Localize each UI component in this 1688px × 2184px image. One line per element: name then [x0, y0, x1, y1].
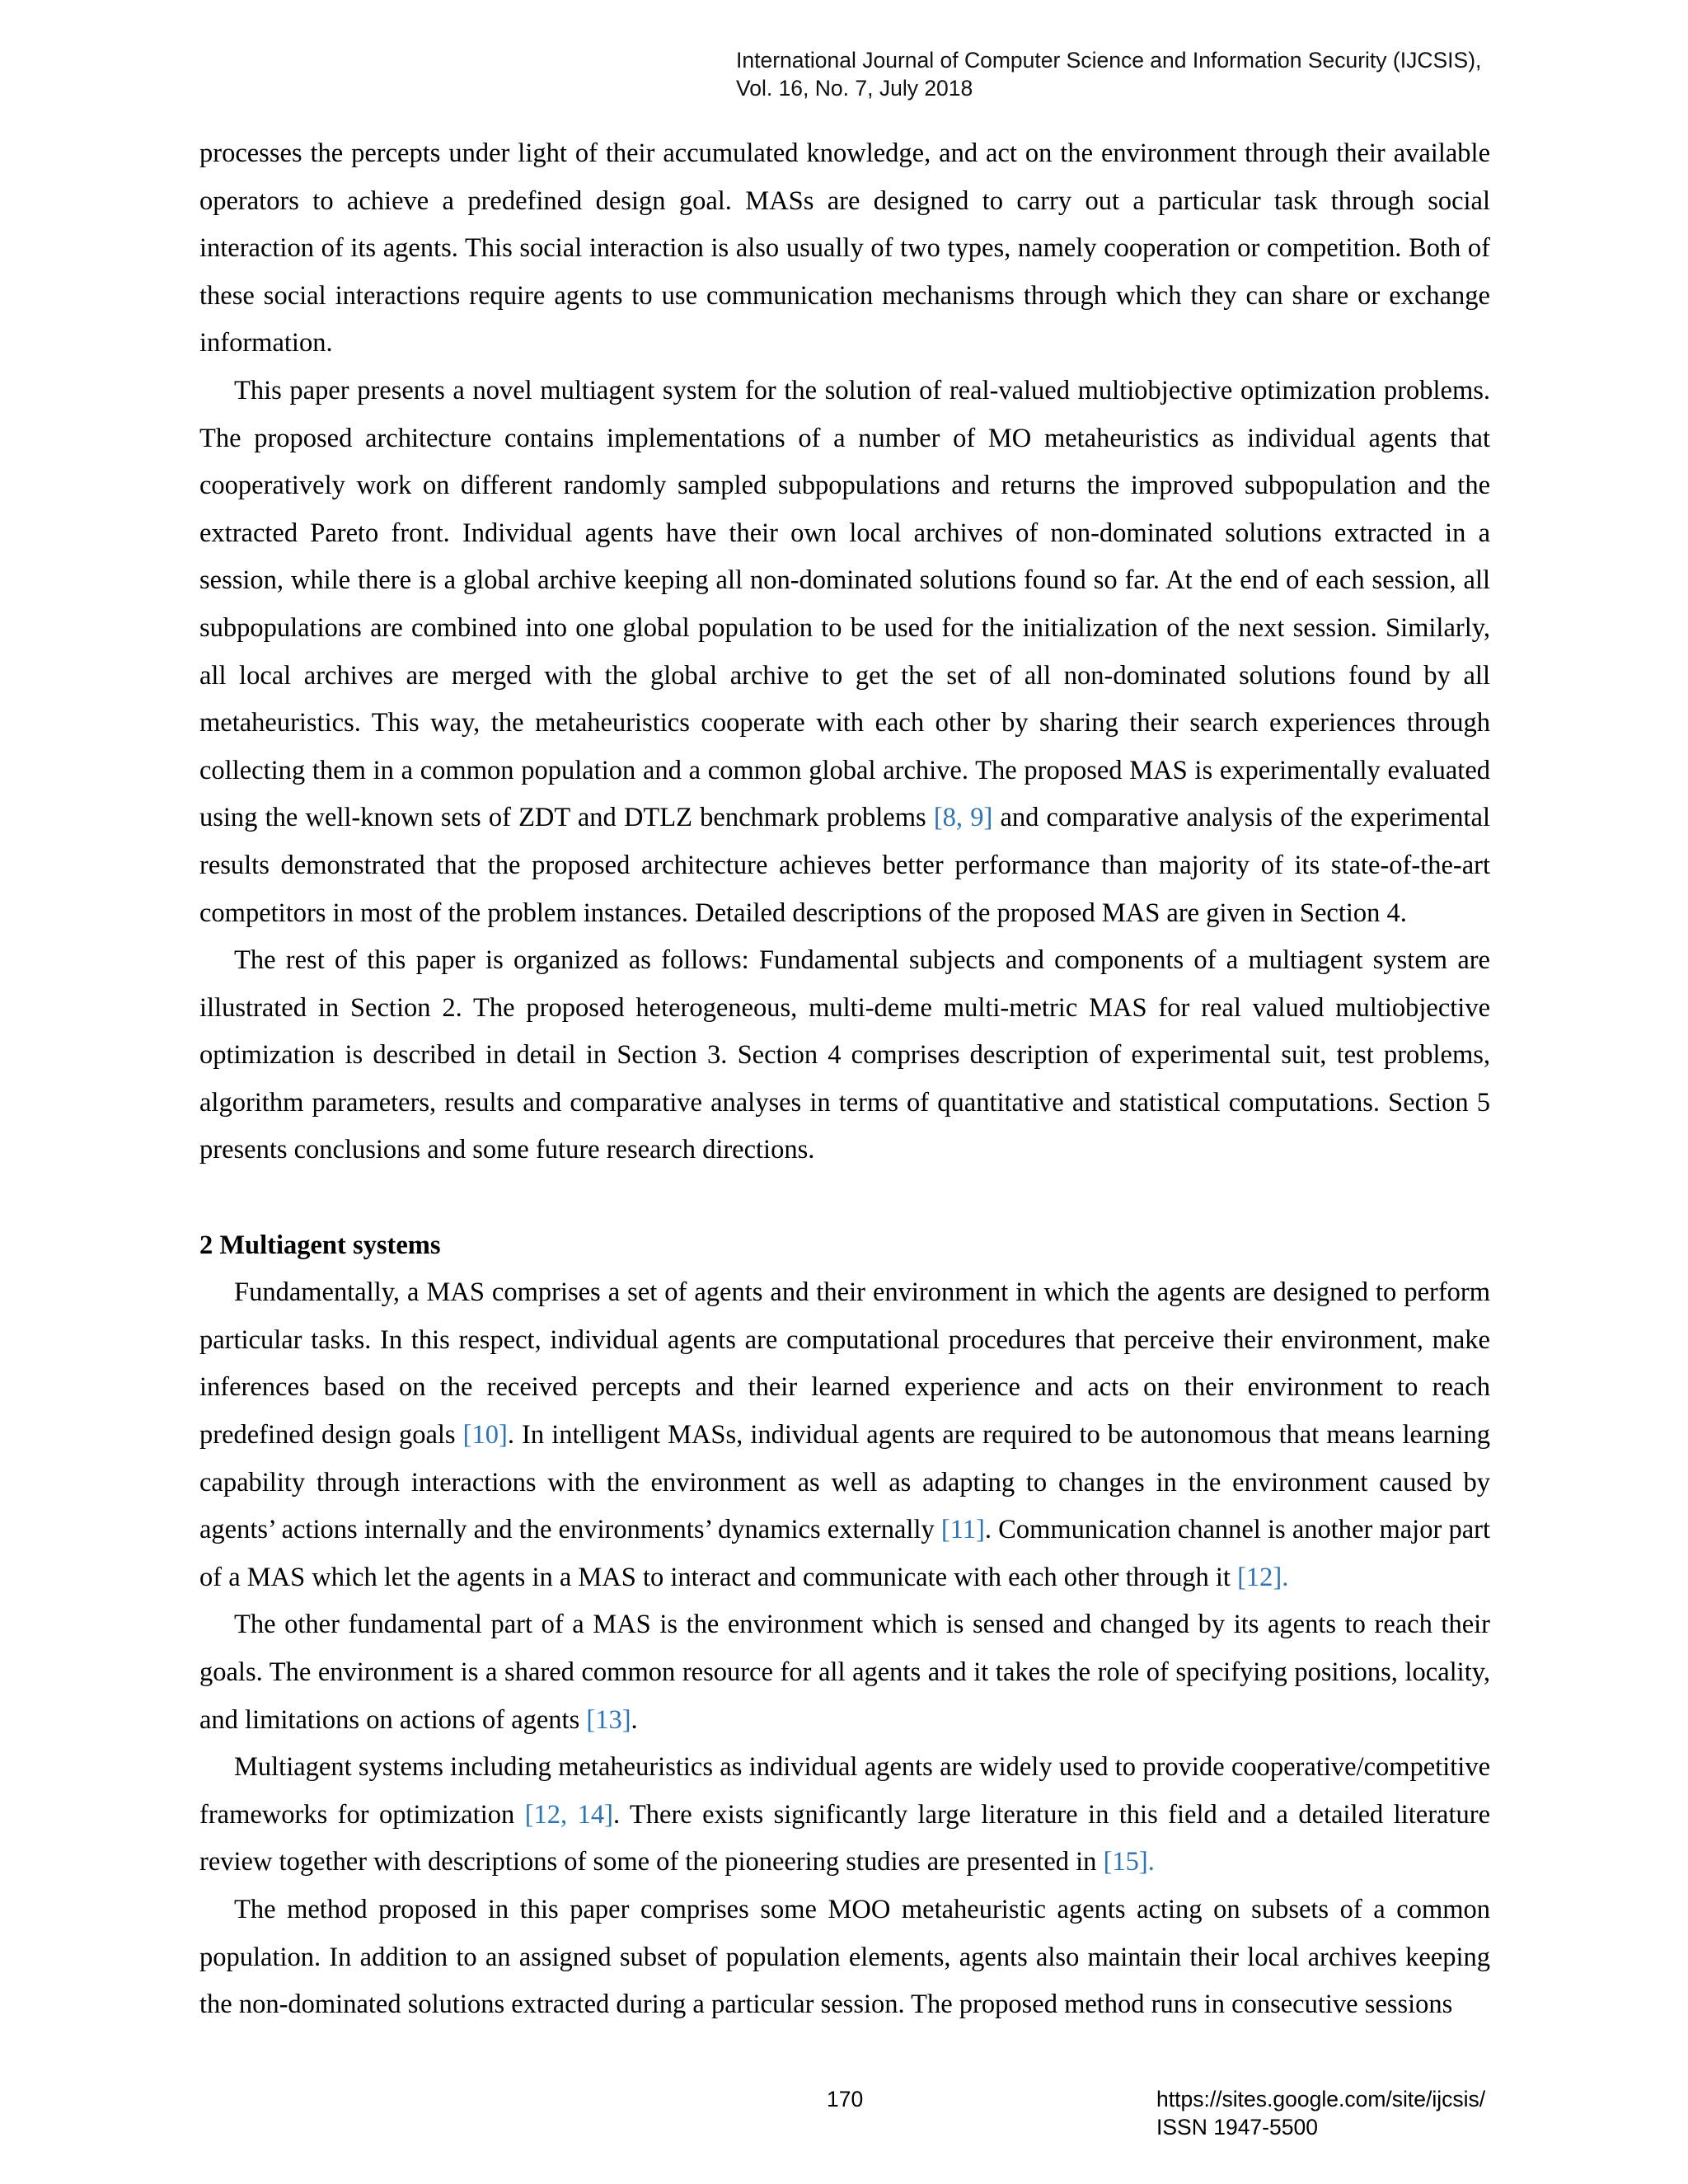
- citation-link[interactable]: [12, 14]: [524, 1799, 613, 1830]
- paragraph-text: This paper presents a novel multiagent system for the solution of real-valued multiobjective optimization problems. The proposed architecture contains implementations of a number of MO metaheuristics as individual agents that cooperatively work on different randomly sampled subpopulations and returns the improved subpopulation and the extracted Pareto front. Individual agents have their own local archives of non-dominated solutions extracted in a session, while there is a global archive keeping all non-dominated solutions found so far. At the end of each session, all subpopulations are combined into one global population to be used for the initialization of the next session. Similarly, all local archives are merged with the global archive to get the set of all non-dominated solutions found by all metaheuristics. This way, the metaheuristics cooperate with each other by sharing their search experiences through collecting them in a common population and a common global archive. The proposed MAS is experimentally evaluated using the well-known sets of ZDT and DTLZ benchmark problems: [199, 375, 1490, 833]
- paragraph: [199, 368, 1490, 937]
- paragraph-text: . Communication channel is another major part of a MAS which let the agents in a MAS to interact and communicate with each other through it: [199, 1515, 1490, 1592]
- page-number: 170: [827, 2087, 864, 2111]
- citation-link[interactable]: [10]: [462, 1420, 508, 1451]
- paragraph-text: The other fundamental part of a MAS is the environment which is sensed and changed by its agents to reach their goals. The environment is a shared common resource for all agents and it takes the role of specifying positions, locality, and limitations on actions of agents: [199, 1610, 1490, 1735]
- footer-info: [1156, 2085, 1485, 2141]
- paragraph: The rest of this paper is organized as follows: Fundamental subjects and components of a multiagent system are illustrated in Section 2. The proposed heterogeneous, multi-deme multi-metric MAS for real valued multiobjective optimization is described in detail in Section 3. Section 4 comprises description of experimental suit, test problems, algorithm parameters, results and comparative analyses in terms of quantitative and statistical computations. Section 5 presents conclusions and some future research directions.: [199, 945, 1490, 1165]
- paragraph-text: Fundamentally, a MAS comprises a set of agents and their environment in which the agents are designed to perform particular tasks. In this respect, individual agents are computational procedures that perceive their environment, make inferences based on the received percepts and their learned experience and acts on their environment to reach predefined design goals: [199, 1277, 1490, 1451]
- footer-url[interactable]: https://sites.google.com/site/ijcsis/: [1156, 2087, 1486, 2111]
- citation-link[interactable]: [15].: [1103, 1847, 1155, 1877]
- footer-issn: ISSN 1947-5500: [1156, 2115, 1318, 2139]
- paragraph: [199, 1601, 1490, 1744]
- running-header: [736, 46, 1481, 102]
- paragraph-text: and comparative analysis of the experimental results demonstrated that the proposed architecture achieves better performance than majority of its state-of-the-art competitors in most of the problem instances. Detailed descriptions of the proposed MAS are given in Section 4.: [199, 803, 1490, 928]
- paragraph-text: .: [631, 1704, 638, 1735]
- journal-volume: Vol. 16, No. 7, July 2018: [736, 76, 973, 101]
- paragraph: The method proposed in this paper comprises some MOO metaheuristic agents acting on subsets of a common population. In addition to an assigned subset of population elements, agents also maintain their local archives keeping the non-dominated solutions extracted during a particular session. The proposed method runs in consecutive sessions: [199, 1894, 1490, 2020]
- body-text: [199, 130, 1490, 2029]
- paragraph: [199, 1269, 1490, 1601]
- paragraph: [199, 1744, 1490, 1886]
- paragraph-text: Multiagent systems including metaheuristics as individual agents are widely used to provide cooperative/competitive frameworks for optimization: [199, 1752, 1490, 1830]
- citation-link[interactable]: [13]: [586, 1704, 631, 1735]
- journal-title: International Journal of Computer Science and Information Security (IJCSIS),: [736, 48, 1482, 73]
- citation-link[interactable]: [8, 9]: [933, 803, 993, 833]
- paragraph-text: . In intelligent MASs, individual agents are required to be autonomous that means learning capability through interactions with the environment as well as adapting to changes in the environment caused by agents’ actions internally and the environments’ dynamics externally: [199, 1420, 1490, 1545]
- section-heading: 2 Multiagent systems: [199, 1230, 441, 1260]
- paragraph-text: . There exists significantly large literature in this field and a detailed literature review together with descriptions of some of the pioneering studies are presented in: [199, 1799, 1490, 1877]
- citation-link[interactable]: [12].: [1237, 1562, 1289, 1592]
- paragraph: processes the percepts under light of their accumulated knowledge, and act on the environment through their available operators to achieve a predefined design goal. MASs are designed to carry out a particular task through social interaction of its agents. This social interaction is also usually of two types, namely cooperation or competition. Both of these social interactions require agents to use communication mechanisms through which they can share or exchange information.: [199, 138, 1490, 359]
- citation-link[interactable]: [11]: [940, 1515, 985, 1545]
